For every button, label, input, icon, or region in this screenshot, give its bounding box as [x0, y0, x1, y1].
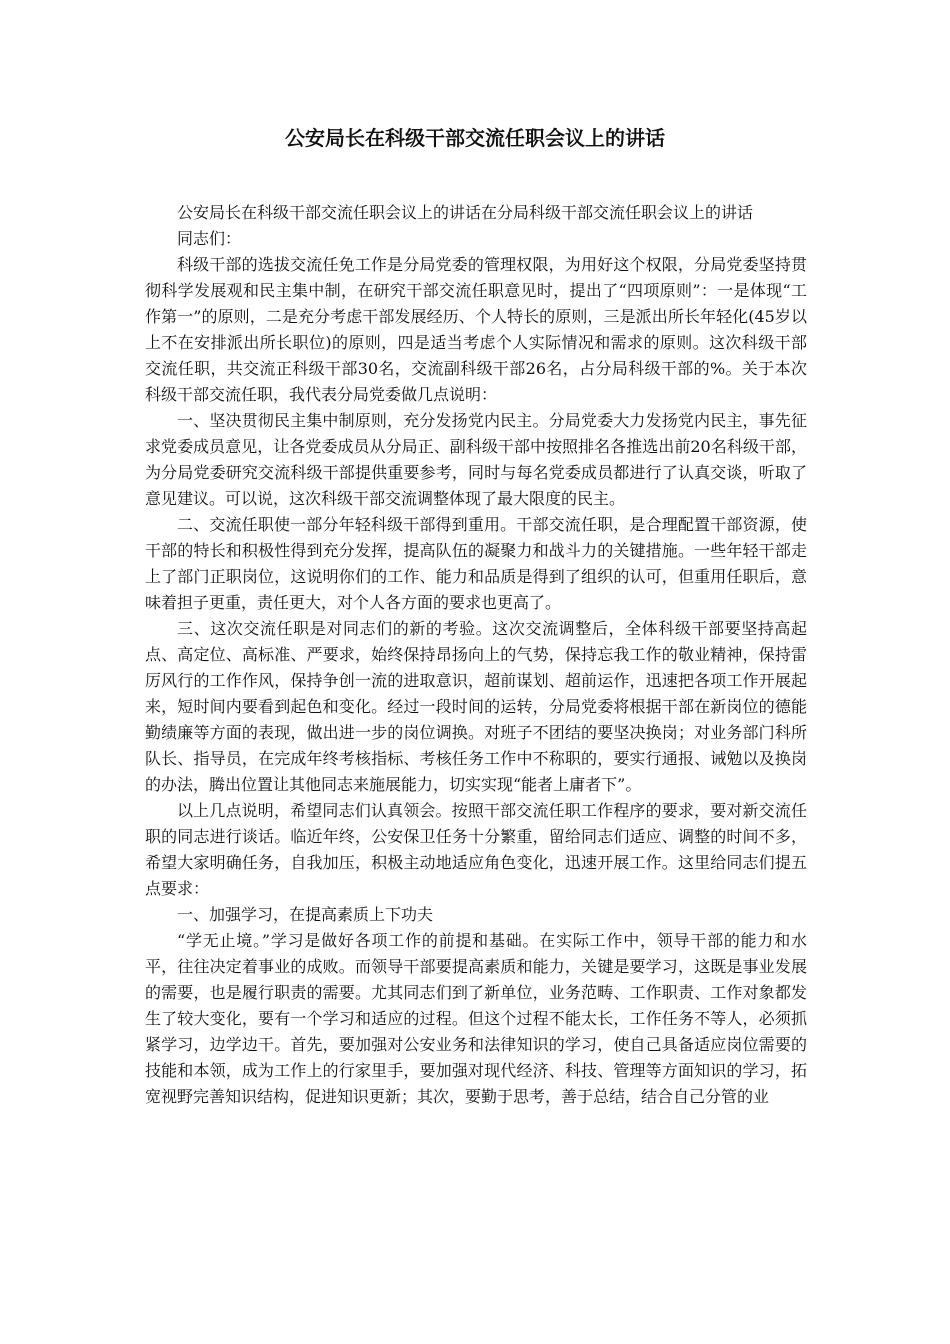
paragraph-principles: 科级干部的选拔交流任免工作是分局党委的管理权限，为用好这个权限，分局党委坚持贯彻科学发展观和民主集中制，在研究干部交流任职意见时，提出了“四项原则”：一是体现“工作第一”的原则，二是充分考虑干部发展经历、个人特长的原则，三是派出所长年轻化(45岁以上不在安排派出所长职位)的原则，四是适当考虑个人实际情况和需求的原则。这次科级干部交流任职，共交流正科级干部30名，交流副科级干部26名，占分局科级干部的%。关于本次科级干部交流任职，我代表分局党委做几点说明：: [145, 255, 807, 404]
paragraph-study: “学无止境。”学习是做好各项工作的前提和基础。在实际工作中，领导干部的能力和水平，往往决定着事业的成败。而领导干部要提高素质和能力，关键是要学习，这既是事业发展的需要，也是履行职责的需要。尤其同志们到了新单位，业务范畴、工作职责、工作对象都发生了较大变化，要有一个学习和适应的过程。但这个过程不能太长，工作任务不等人，必须抓紧学习，边学边干。首先，要加强对公安业务和法律知识的学习，使自己具备适应岗位需要的技能和本领，成为工作上的行家里手，要加强对现代经济、科技、管理等方面知识的学习，拓宽视野完善知识结构，促进知识更新；其次，要勤于思考，善于总结，结合自己分管的业: [145, 931, 807, 1106]
document-body: [145, 200, 807, 1110]
paragraph-point-two: 二、交流任职使一部分年轻科级干部得到重用。干部交流任职，是合理配置干部资源，使干部的特长和积极性得到充分发挥，提高队伍的凝聚力和战斗力的关键措施。一些年轻干部走上了部门正职岗位，这说明你们的工作、能力和品质是得到了组织的认可，但重用任职后，意味着担子更重，责任更大，对个人各方面的要求也更高了。: [145, 515, 807, 612]
paragraph-requirements: 以上几点说明，希望同志们认真领会。按照干部交流任职工作程序的要求，要对新交流任职的同志进行谈话。临近年终，公安保卫任务十分繁重，留给同志们适应、调整的时间不多，希望大家明确任务，自我加压，积极主动地适应角色变化，迅速开展工作。这里给同志们提五点要求：: [145, 801, 807, 898]
paragraph-point-one: 一、坚决贯彻民主集中制原则，充分发扬党内民主。分局党委大力发扬党内民主，事先征求党委成员意见，让各党委成员从分局正、副科级干部中按照排名各推选出前20名科级干部，为分局党委研究交流科级干部提供重要参考，同时与每名党委成员都进行了认真交谈，听取了意见建议。可以说，这次科级干部交流调整体现了最大限度的民主。: [145, 411, 807, 508]
paragraph-point-three: 三、这次交流任职是对同志们的新的考验。这次交流调整后，全体科级干部要坚持高起点、高定位、高标准、严要求，始终保持昂扬向上的气势，保持忘我工作的敬业精神，保持雷厉风行的工作作风，保持争创一流的进取意识，超前谋划、超前运作，迅速把各项工作开展起来，短时间内要看到起色和变化。经过一段时间的运转，分局党委将根据干部在新岗位的德能勤绩廉等方面的表现，做出进一步的岗位调换。对班子不团结的要坚决换岗；对业务部门科所队长、指导员，在完成年终考核指标、考核任务工作中不称职的，要实行通报、诫勉以及换岗的办法，腾出位置让其他同志来施展能力，切实实现“能者上庸者下”。: [145, 619, 807, 794]
document-title: 公安局长在科级干部交流任职会议上的讲话: [285, 126, 665, 150]
section-heading-study: 一、加强学习，在提高素质上下功夫: [177, 905, 434, 924]
paragraph-intro: 公安局长在科级干部交流任职会议上的讲话在分局科级干部交流任职会议上的讲话: [177, 203, 754, 222]
paragraph-salutation: 同志们：: [177, 229, 242, 248]
